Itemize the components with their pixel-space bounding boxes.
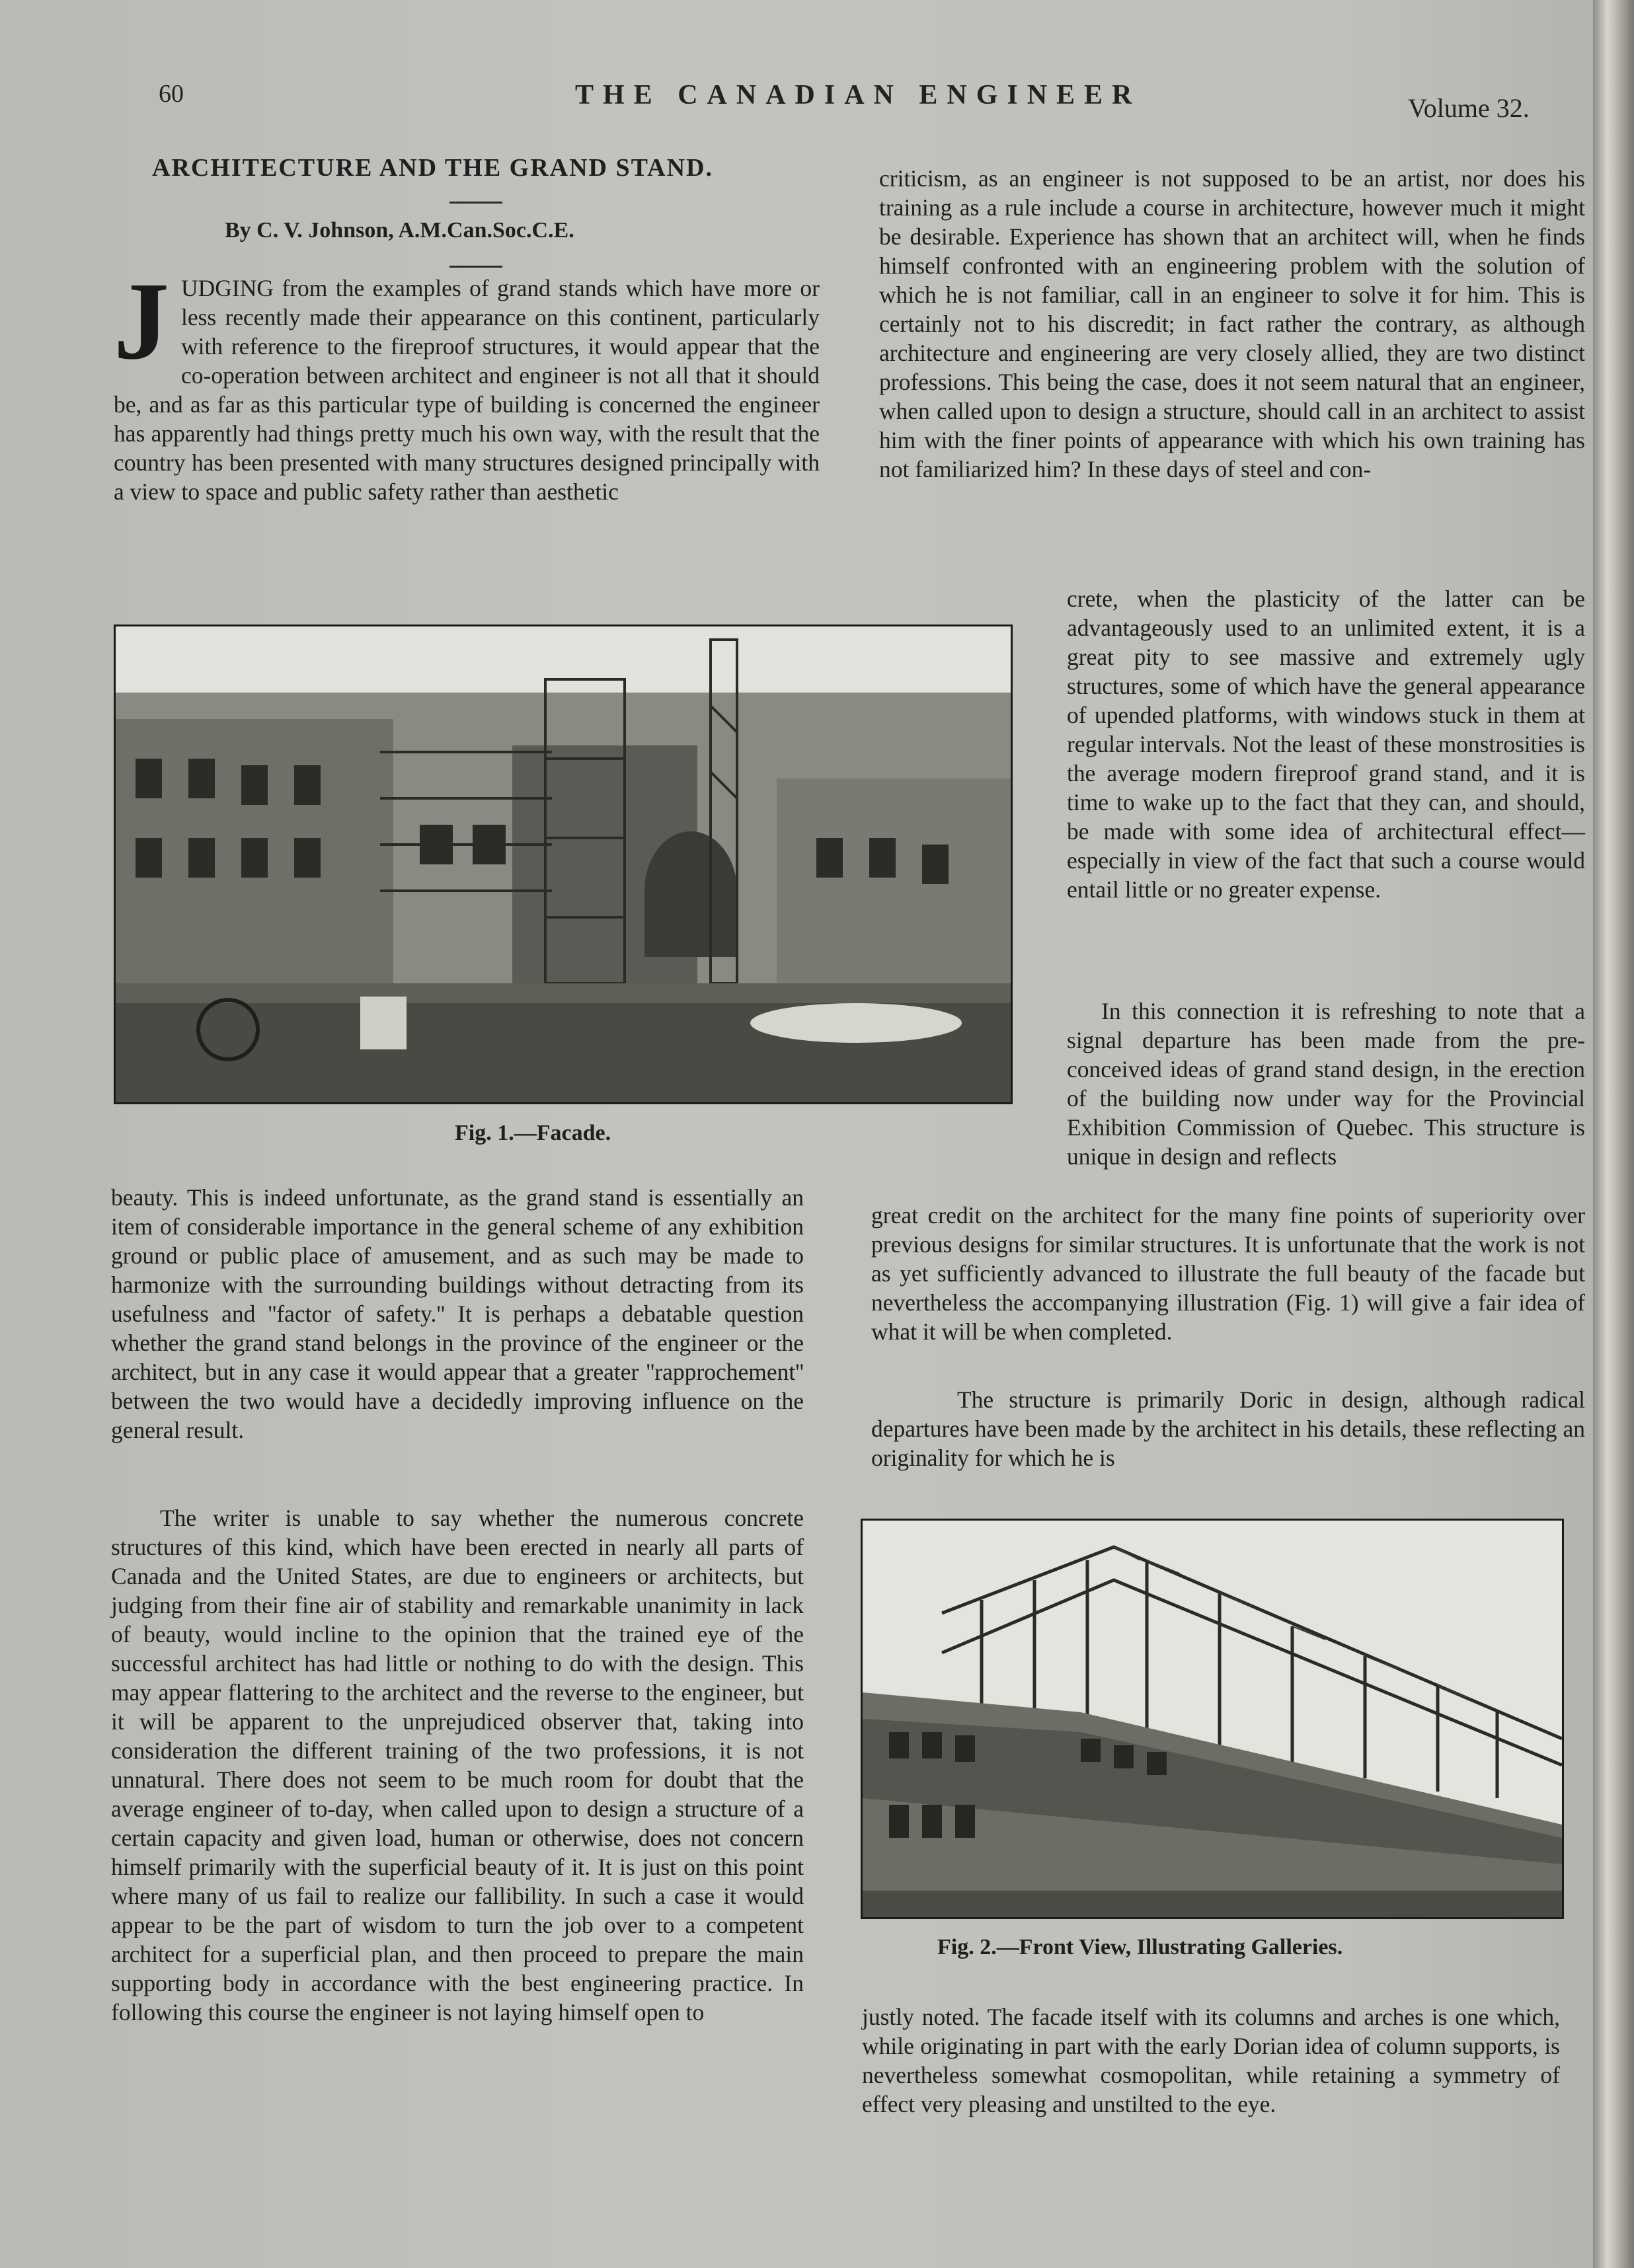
figure-2-photo xyxy=(861,1519,1564,1919)
opening-paragraph xyxy=(114,260,820,506)
article-title: ARCHITECTURE AND THE GRAND STAND. xyxy=(152,154,713,182)
facade-paragraph: justly noted. The facade itself with its columns and arches is one which, while originating in part with the early Dorian idea of column supports, is nevertheless somewhat cosmopolitan, while retaining a symmetry of effect very pleasing and unstilted to the eye. xyxy=(862,2004,1560,2117)
front-view-galleries-illustration xyxy=(863,1521,1562,1917)
drop-cap: J xyxy=(114,260,169,383)
figure-2-caption: Fig. 2.—Front View, Illustrating Galleries. xyxy=(937,1935,1343,1959)
right-column-top: criticism, as an engineer is not supposed to be an artist, nor does his training as a rule include a course in architecture, however much it might be desirable. Experience has shown that an architect will, when he finds himself confronted with an engineering problem with the solution of which he is not familiar, call in an engineer to solve it for him. This is certainly not to his discredit; in fact rather the contrary, as although architecture and engineering are very closely allied, they are two distinct professions. This being the case, does it not seem natural that an engineer, when called upon to design a structure, should call in an architect to assist him with the finer points of appearance with which his own training has not familiarized him? In these days of steel and con- xyxy=(879,165,1585,482)
doric-design-paragraph: The structure is primarily Doric in design, although radical departures have been made by the architect in his details, these reflecting an originality for which he is xyxy=(871,1386,1585,1471)
opening-paragraph-text: UDGING from the examples of grand stands which have more or less recently made their appearance on this continent, particularly with reference to the fireproof structures, it would appear that the co-operation between architect and engineer is not all that it should be, and as far as this particular type of building is concerned the engineer has apparently had things pretty much his own way, with the result that the country has been presented with many structures designed principally with a view to space and public safety rather than aesthetic xyxy=(114,275,820,505)
paragraph-1-continuation: beauty. This is indeed unfortunate, as the grand stand is essentially an item of considerable importance in the general scheme of any exhibition ground or public place of amusement, and as such may be made to harmonize with the surrounding buildings without detracting from its usefulness and ''factor of safety.'' It is perhaps a debatable question whether the grand stand belongs in the province of the engineer or the architect, but in any case it would appear that a greater ''rapprochement'' between the two would have a decidedly improving influence on the general result. xyxy=(111,1184,804,1443)
facade-illustration xyxy=(116,626,1011,1102)
book-spine xyxy=(1593,0,1634,2268)
provincial-exhibition-paragraph: In this connection it is refreshing to note that a signal departure has been made from the pre-conceived ideas of grand stand design, in the erection of the building now under way for the Provincial Exhibition Commission of Quebec. This structure is unique in design and reflects xyxy=(1067,998,1585,1170)
journal-title: THE CANADIAN ENGINEER xyxy=(575,80,1142,110)
provincial-exhibition-paragraph-continued: great credit on the architect for the many fine points of superiority over previous designs for similar structures. It is unfortunate that the work is not as yet sufficiently advanced to illustrate the full beauty of the facade but nevertheless the accompanying illustration (Fig. 1) will give a fair idea of what it will be when completed. xyxy=(871,1202,1585,1345)
figure-1-photo xyxy=(114,624,1013,1104)
volume-label: Volume 32. xyxy=(1408,93,1530,123)
byline-rule xyxy=(449,266,502,268)
article-byline: By C. V. Johnson, A.M.Can.Soc.C.E. xyxy=(225,218,574,243)
paragraph-2: The writer is unable to say whether the numerous concrete structures of this kind, which have been erected in nearly all parts of Canada and the United States, are due to engineers or architects, but judging from their fine air of stability and remarkable unanimity in lack of beauty, would incline to the opinion that the trained eye of the successful architect has had little or nothing to do with the design. This may appear flattering to the architect and the reverse to the engineer, but it will be apparent to the unprejudiced observer that, taking into consideration the different training of the two professions, it is not unnatural. There does not seem to be much room for doubt that the average engineer of to-day, when called upon to design a structure of a certain capacity and given load, human or otherwise, does not concern himself primarily with the superficial beauty of it. It is just on this point where many of us fail to realize our fallibility. In such a case it would appear to be the part of wisdom to turn the job over to a competent architect for a superficial plan, and then proceed to prepare the main supporting body in accordance with the best engineering practice. In following this course the engineer is not laying himself open to xyxy=(111,1505,804,2025)
right-column-narrow: crete, when the plasticity of the latter can be advantageously used to an unlimited extent, it is a great pity to see massive and extremely ugly structures, some of which have the general appearance of upended platforms, with windows stuck in them at regular intervals. Not the least of these monstrosities is the average modern fireproof grand stand, and it is time to wake up to the fact that they can, and should, be made with some idea of architectural effect—especially in view of the fact that such a course would entail little or no greater expense. xyxy=(1067,586,1585,903)
figure-1-caption: Fig. 1.—Facade. xyxy=(455,1121,611,1145)
title-rule xyxy=(449,202,502,204)
page-number: 60 xyxy=(159,80,184,108)
